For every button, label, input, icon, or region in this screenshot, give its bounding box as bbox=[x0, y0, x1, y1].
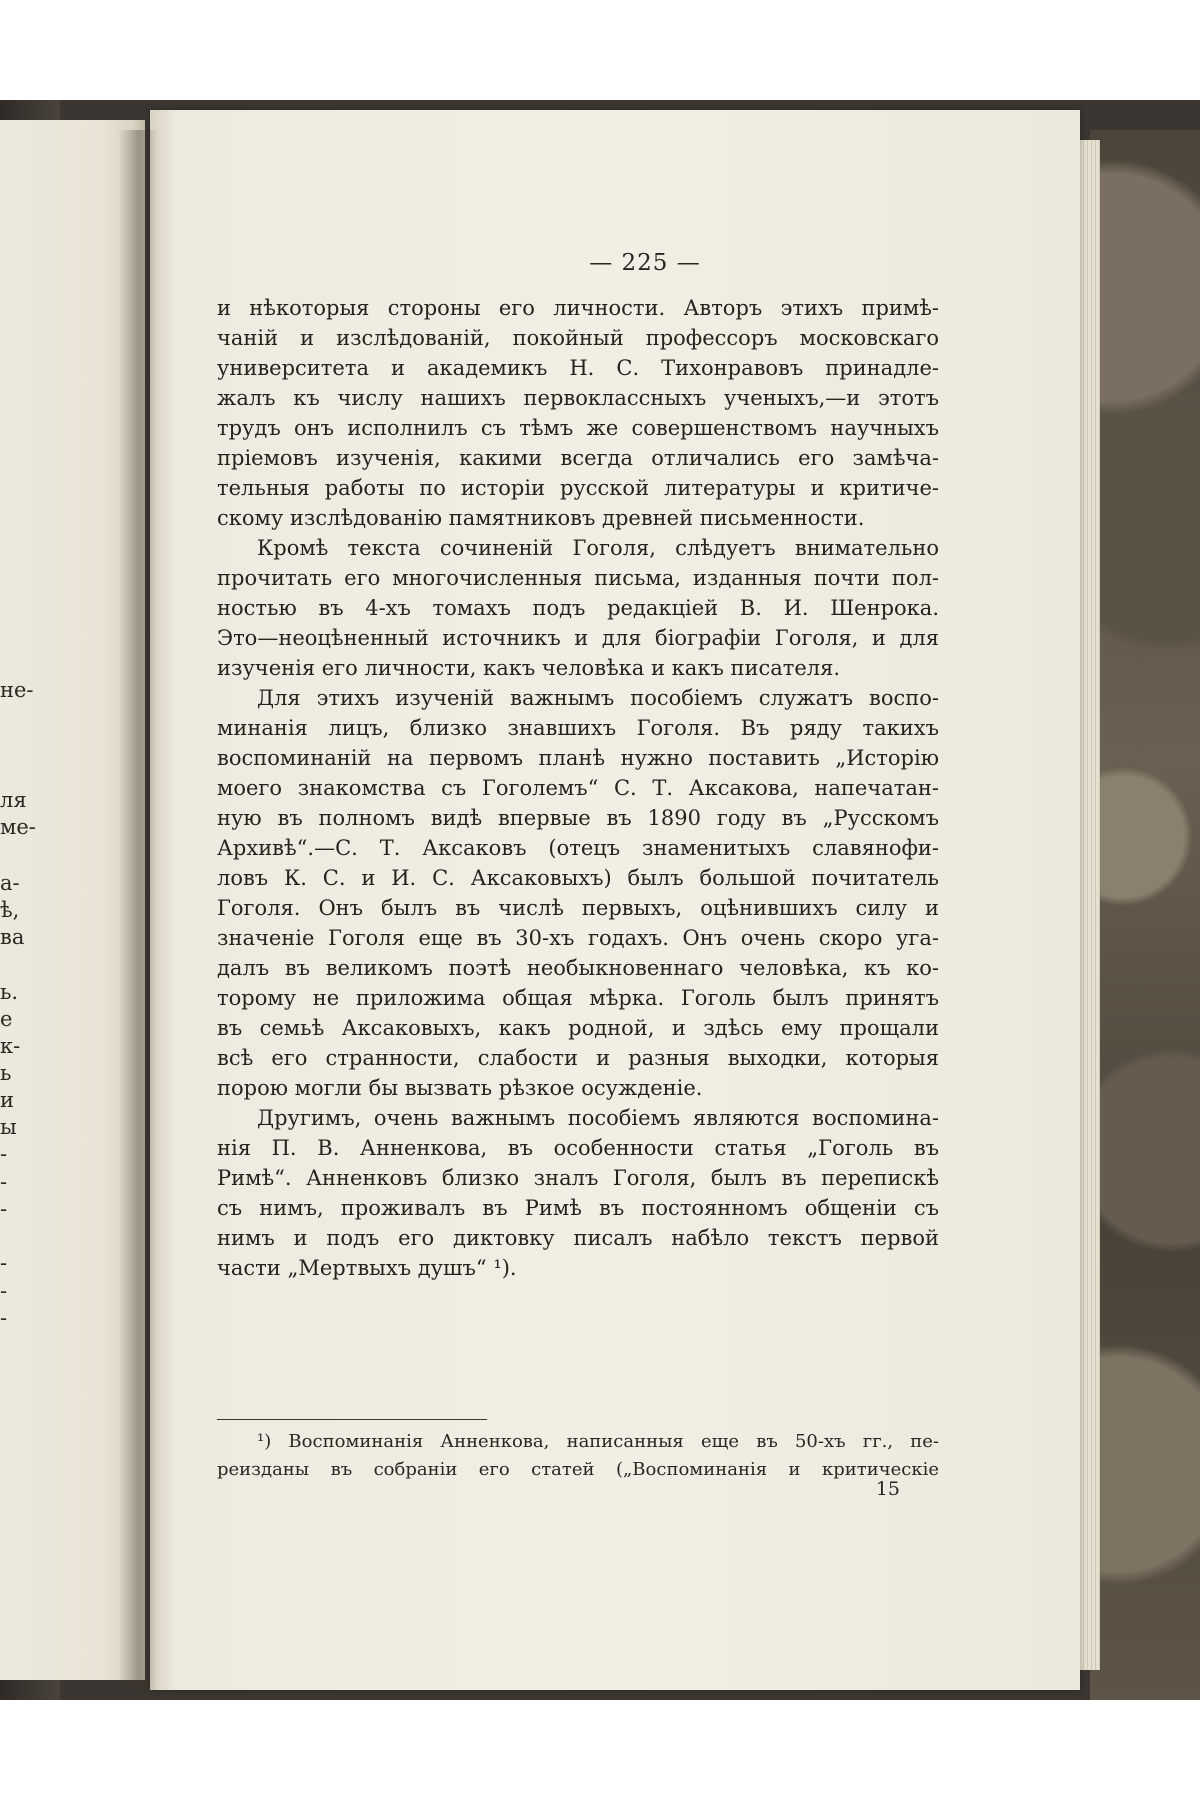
text-line: въ семьѣ Аксаковыхъ, какъ родной, и здѣсь ему прощали bbox=[217, 1016, 939, 1040]
text-line: минанія лицъ, близко знавшихъ Гоголя. Въ ряду такихъ bbox=[217, 716, 939, 740]
book-gutter-shadow bbox=[118, 130, 158, 1690]
text-line: изученія его личности, какъ человѣка и какъ писателя. bbox=[217, 656, 841, 680]
text-line: скому изслѣдованію памятниковъ древней письменности. bbox=[217, 506, 865, 530]
left-fragment: е bbox=[0, 1007, 13, 1031]
left-fragment: - bbox=[0, 1279, 8, 1303]
footnote-line: реизданы въ собраніи его статей („Воспоминанія и критическіе bbox=[217, 1459, 939, 1480]
paragraph-2 bbox=[217, 533, 939, 683]
left-fragment: а- bbox=[0, 871, 20, 895]
left-fragment: ѣ, bbox=[0, 898, 20, 922]
text-line: Архивѣ“.—С. Т. Аксаковъ (отецъ знаменитыхъ славянофи- bbox=[217, 836, 939, 860]
text-line: Римѣ“. Анненковъ близко зналъ Гоголя, былъ въ перепискѣ bbox=[217, 1166, 939, 1190]
text-line: ностью въ 4-хъ томахъ подъ редакціей В. И. Шенрока. bbox=[217, 596, 939, 620]
text-line: нія П. В. Анненкова, въ особенности статья „Гоголь въ bbox=[217, 1136, 939, 1160]
text-line: всѣ его странности, слабости и разныя выходки, которыя bbox=[217, 1046, 939, 1070]
text-line: трудъ онъ исполнилъ съ тѣмъ же совершенствомъ научныхъ bbox=[217, 416, 939, 440]
text-line: и нѣкоторыя стороны его личности. Авторъ этихъ примѣ- bbox=[217, 296, 939, 320]
left-fragment: ы bbox=[0, 1115, 17, 1139]
footnote-rule bbox=[217, 1419, 487, 1420]
text-line: порою могли бы вызвать рѣзкое осужденіе. bbox=[217, 1076, 703, 1100]
text-line: части „Мертвыхъ душъ“ ¹). bbox=[217, 1256, 517, 1280]
text-line: прочитать его многочисленныя письма, изданныя почти пол- bbox=[217, 566, 939, 590]
right-page bbox=[150, 110, 1080, 1690]
text-line: чаній и изслѣдованій, покойный профессоръ московскаго bbox=[217, 326, 939, 350]
body-text bbox=[217, 293, 939, 1283]
left-fragment: - bbox=[0, 1197, 8, 1221]
paragraph-1 bbox=[217, 293, 939, 533]
signature-mark: 15 bbox=[875, 1478, 900, 1500]
text-line: ловъ К. С. и И. С. Аксаковыхъ) былъ большой почитатель bbox=[217, 866, 939, 890]
footnote-line: ¹) Воспоминанія Анненкова, написанныя еще въ 50-хъ гг., пе- bbox=[257, 1431, 939, 1452]
paragraph-3 bbox=[217, 683, 939, 1103]
text-line: Гоголя. Онъ былъ въ числѣ первыхъ, оцѣнившихъ силу и bbox=[217, 896, 939, 920]
left-fragment: ля bbox=[0, 788, 27, 812]
left-fragment: ме- bbox=[0, 815, 36, 839]
text-line: пріемовъ изученія, какими всегда отличались его замѣча- bbox=[217, 446, 939, 470]
left-fragment: - bbox=[0, 1170, 8, 1194]
left-fragment: ва bbox=[0, 925, 25, 949]
left-fragment: - bbox=[0, 1306, 8, 1330]
text-line: Другимъ, очень важнымъ пособіемъ являются воспомина- bbox=[257, 1106, 939, 1130]
text-line: Для этихъ изученій важнымъ пособіемъ служатъ воспо- bbox=[257, 686, 939, 710]
text-line: Это—неоцѣненный источникъ и для біографіи Гоголя, и для bbox=[217, 626, 939, 650]
book-photo bbox=[0, 100, 1200, 1700]
text-line: далъ въ великомъ поэтѣ необыкновеннаго человѣка, къ ко- bbox=[217, 956, 939, 980]
text-line: жалъ къ числу нашихъ первоклассныхъ ученыхъ,—и этотъ bbox=[217, 386, 939, 410]
text-line: Кромѣ текста сочиненій Гоголя, слѣдуетъ внимательно bbox=[257, 536, 939, 560]
left-fragment: ь bbox=[0, 1061, 12, 1085]
paragraph-4 bbox=[217, 1103, 939, 1283]
marbled-book-edge bbox=[1090, 130, 1200, 1700]
text-line: моего знакомства съ Гоголемъ“ С. Т. Аксакова, напечатан- bbox=[217, 776, 939, 800]
text-line: воспоминаній на первомъ планѣ нужно поставить „Исторію bbox=[217, 746, 939, 770]
left-fragment: - bbox=[0, 1251, 8, 1275]
footnote bbox=[217, 1428, 939, 1484]
text-line: ную въ полномъ видѣ впервые въ 1890 году въ „Русскомъ bbox=[217, 806, 939, 830]
text-line: нимъ и подъ его диктовку писалъ набѣло текстъ первой bbox=[217, 1226, 939, 1250]
text-line: съ нимъ, проживалъ въ Римѣ въ постоянномъ общеніи съ bbox=[217, 1196, 939, 1220]
left-fragment: и bbox=[0, 1088, 14, 1112]
text-line: торому не приложима общая мѣрка. Гоголь былъ принятъ bbox=[217, 986, 939, 1010]
left-fragment: к- bbox=[0, 1034, 21, 1058]
text-line: университета и академикъ Н. С. Тихонравовъ принадле- bbox=[217, 356, 939, 380]
left-fragment: - bbox=[0, 1142, 8, 1166]
page-number: — 225 — bbox=[589, 250, 701, 276]
text-line: значеніе Гоголя еще въ 30-хъ годахъ. Онъ очень скоро уга- bbox=[217, 926, 939, 950]
left-fragment: не- bbox=[0, 678, 34, 702]
left-fragment: ь. bbox=[0, 980, 19, 1004]
text-line: тельныя работы по исторіи русской литературы и критиче- bbox=[217, 476, 939, 500]
